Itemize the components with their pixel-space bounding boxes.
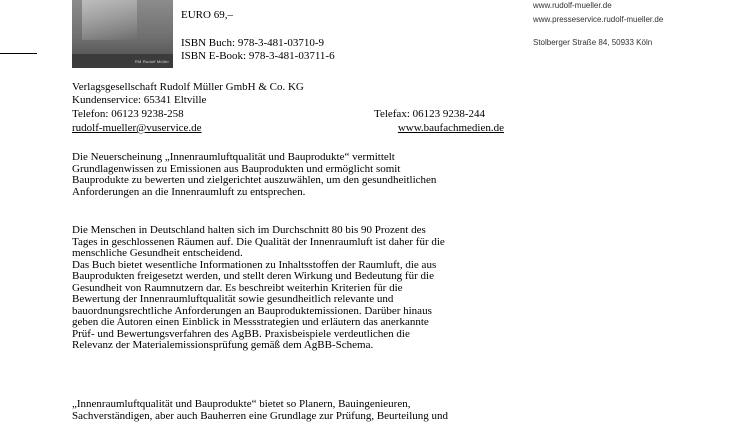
price: EURO 69,–	[181, 9, 233, 21]
paragraph-body	[72, 225, 512, 352]
paragraph-line: Bauprodukten freigesetzt werden, und stellt deren Wirkung und Bedeutung für die	[72, 271, 512, 283]
paragraph-line: Grundlagenwissen zu Emissionen aus Bauprodukten und ermöglicht somit	[72, 164, 512, 176]
paragraph-line: Tages in geschlossenen Räumen auf. Die Qualität der Innenraumluft ist daher für die	[72, 237, 512, 249]
book-cover-image	[72, 0, 173, 68]
paragraph-line: Die Menschen in Deutschland halten sich im Durchschnitt 80 bis 90 Prozent des	[72, 225, 512, 237]
paragraph-line: Das Buch bietet wesentliche Informationen zu Inhaltsstoffen der Raumluft, die aus	[72, 260, 512, 272]
paragraph-line: Sachverständigen, aber auch Bauherren eine Grundlage zur Prüfung, Beurteilung und	[72, 411, 512, 422]
paragraph-line: bauordnungsrechtliche Anforderungen an Bauproduktemissionen. Darüber hinaus	[72, 306, 512, 318]
paragraph-intro	[72, 152, 512, 198]
paragraph-line: Anforderungen an die Innenraumluft zu entsprechen.	[72, 187, 512, 199]
isbn-ebook: ISBN E-Book: 978-3-481-03711-6	[181, 50, 335, 62]
sidebar-website-link[interactable]: www.rudolf-mueller.de	[533, 0, 612, 11]
paragraph-line: menschliche Gesundheit entscheidend.	[72, 248, 512, 260]
paragraph-line: Gesundheit von Raumnutzern dar. Es beschreibt weiterhin Kriterien für die	[72, 283, 512, 295]
email-link[interactable]: rudolf-mueller@vuservice.de	[72, 122, 202, 134]
customer-service: Kundenservice: 65341 Eltville	[72, 94, 206, 106]
cover-highlight	[82, 0, 137, 40]
paragraph-line: Relevanz der Materialemissionsprüfung gemäß dem AgBB-Schema.	[72, 340, 512, 352]
paragraph-line: Prüf- und Bewertungsverfahren des AgBB. Praxisbeispiele verdeutlichen die	[72, 329, 512, 341]
isbn-print: ISBN Buch: 978-3-481-03710-9	[181, 37, 324, 49]
paragraph-line: Die Neuerscheinung „Innenraumluftqualität und Bauprodukte“ vermittelt	[72, 152, 512, 164]
paragraph-line: „Innenraumluftqualität und Bauprodukte“ bietet so Planern, Bauingenieuren,	[72, 399, 512, 411]
sidebar-address: Stolberger Straße 84, 50933 Köln	[533, 37, 652, 48]
web-link[interactable]: www.baufachmedien.de	[398, 122, 504, 134]
company-name: Verlagsgesellschaft Rudolf Müller GmbH & Co. KG	[72, 81, 304, 93]
left-margin-rule	[0, 53, 37, 54]
cover-publisher-logo: RM Rudolf Müller	[135, 59, 169, 64]
paragraph-line: geben die Autoren einen Einblick in Messstrategien und erläutern das anerkannte	[72, 317, 512, 329]
phone: Telefon: 06123 9238-258	[72, 108, 184, 120]
fax: Telefax: 06123 9238-244	[374, 108, 485, 120]
sidebar-press-link[interactable]: www.presseservice.rudolf-mueller.de	[533, 14, 663, 25]
paragraph-line: Bewertung der Innenraumluftqualität sowie gesundheitlich relevante und	[72, 294, 512, 306]
paragraph-line: Bauprodukte zu bewerten und zielgerichtet auszuwählen, um den gesundheitlichen	[72, 175, 512, 187]
